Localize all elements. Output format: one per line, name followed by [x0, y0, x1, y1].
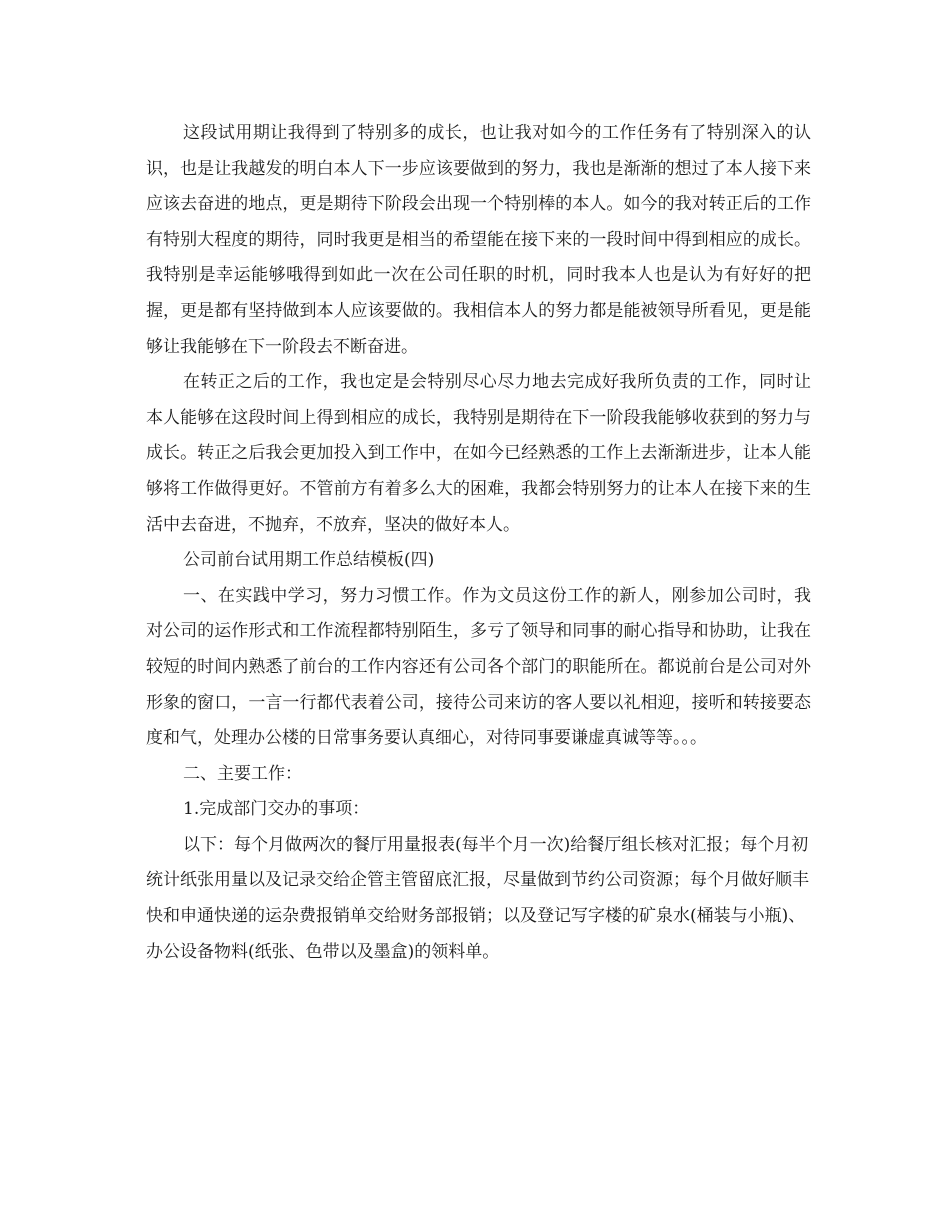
paragraph-monthly-tasks: 以下：每个月做两次的餐厅用量报表(每半个月一次)给餐厅组长核对汇报；每个月初统计纸张用量以及记录交给企管主管留底汇报，尽量做到节约公司资源；每个月做好顺丰快和申通快递的运杂费报销单交给财务部报销；以及登记写字楼的矿泉水(桶装与小瓶)、办公设备物料(纸张、色带以及墨盒)的领料单。: [146, 834, 809, 962]
paragraph-after-confirmation: 在转正之后的工作，我也定是会特别尽心尽力地去完成好我所负责的工作，同时让本人能够在这段时间上得到相应的成长，我特别是期待在下一阶段我能够收获到的努力与成长。转正之后我会更加投入到工作中，在如今已经熟悉的工作上去渐渐进步，让本人能够将工作做得更好。不管前方有着多么大的困难，我都会特别努力的让本人在接下来的生活中去奋进，不抛弃，不放弃，坚决的做好本人。: [146, 372, 811, 535]
section-title: 公司前台试用期工作总结模板(四): [183, 550, 435, 571]
paragraph-learning-in-practice: 一、在实践中学习，努力习惯工作。作为文员这份工作的新人，刚参加公司时，我对公司的运作形式和工作流程都特别陌生，多亏了领导和同事的耐心指导和协助，让我在较短的时间内熟悉了前台的工作内容还有公司各个部门的职能所在。都说前台是公司对外形象的窗口，一言一行都代表着公司，接待公司来访的客人要以礼相迎，接听和转接要态度和气，处理办公楼的日常事务要认真细心，对待同事要谦虚真诚等等。。。: [146, 585, 811, 749]
heading-main-work: 二、主要工作：: [183, 763, 302, 784]
paragraph-probation-growth: 这段试用期让我得到了特别多的成长，也让我对如今的工作任务有了特别深入的认识，也是让我越发的明白本人下一步应该要做到的努力，我也是渐渐的想过了本人接下来应该去奋进的地点，更是期待下阶段会出现一个特别棒的本人。如今的我对转正后的工作有特别大程度的期待，同时我更是相当的希望能在接下来的一段时间中得到相应的成长。我特别是幸运能够哦得到如此一次在公司任职的时机，同时我本人也是认为有好好的把握，更是都有坚持做到本人应该要做的。我相信本人的努力都是能被领导所看见，更是能够让我能够在下一阶段去不断奋进。: [146, 123, 811, 357]
document-body: [146, 116, 811, 970]
heading-department-tasks: 1.完成部门交办的事项：: [183, 799, 370, 820]
